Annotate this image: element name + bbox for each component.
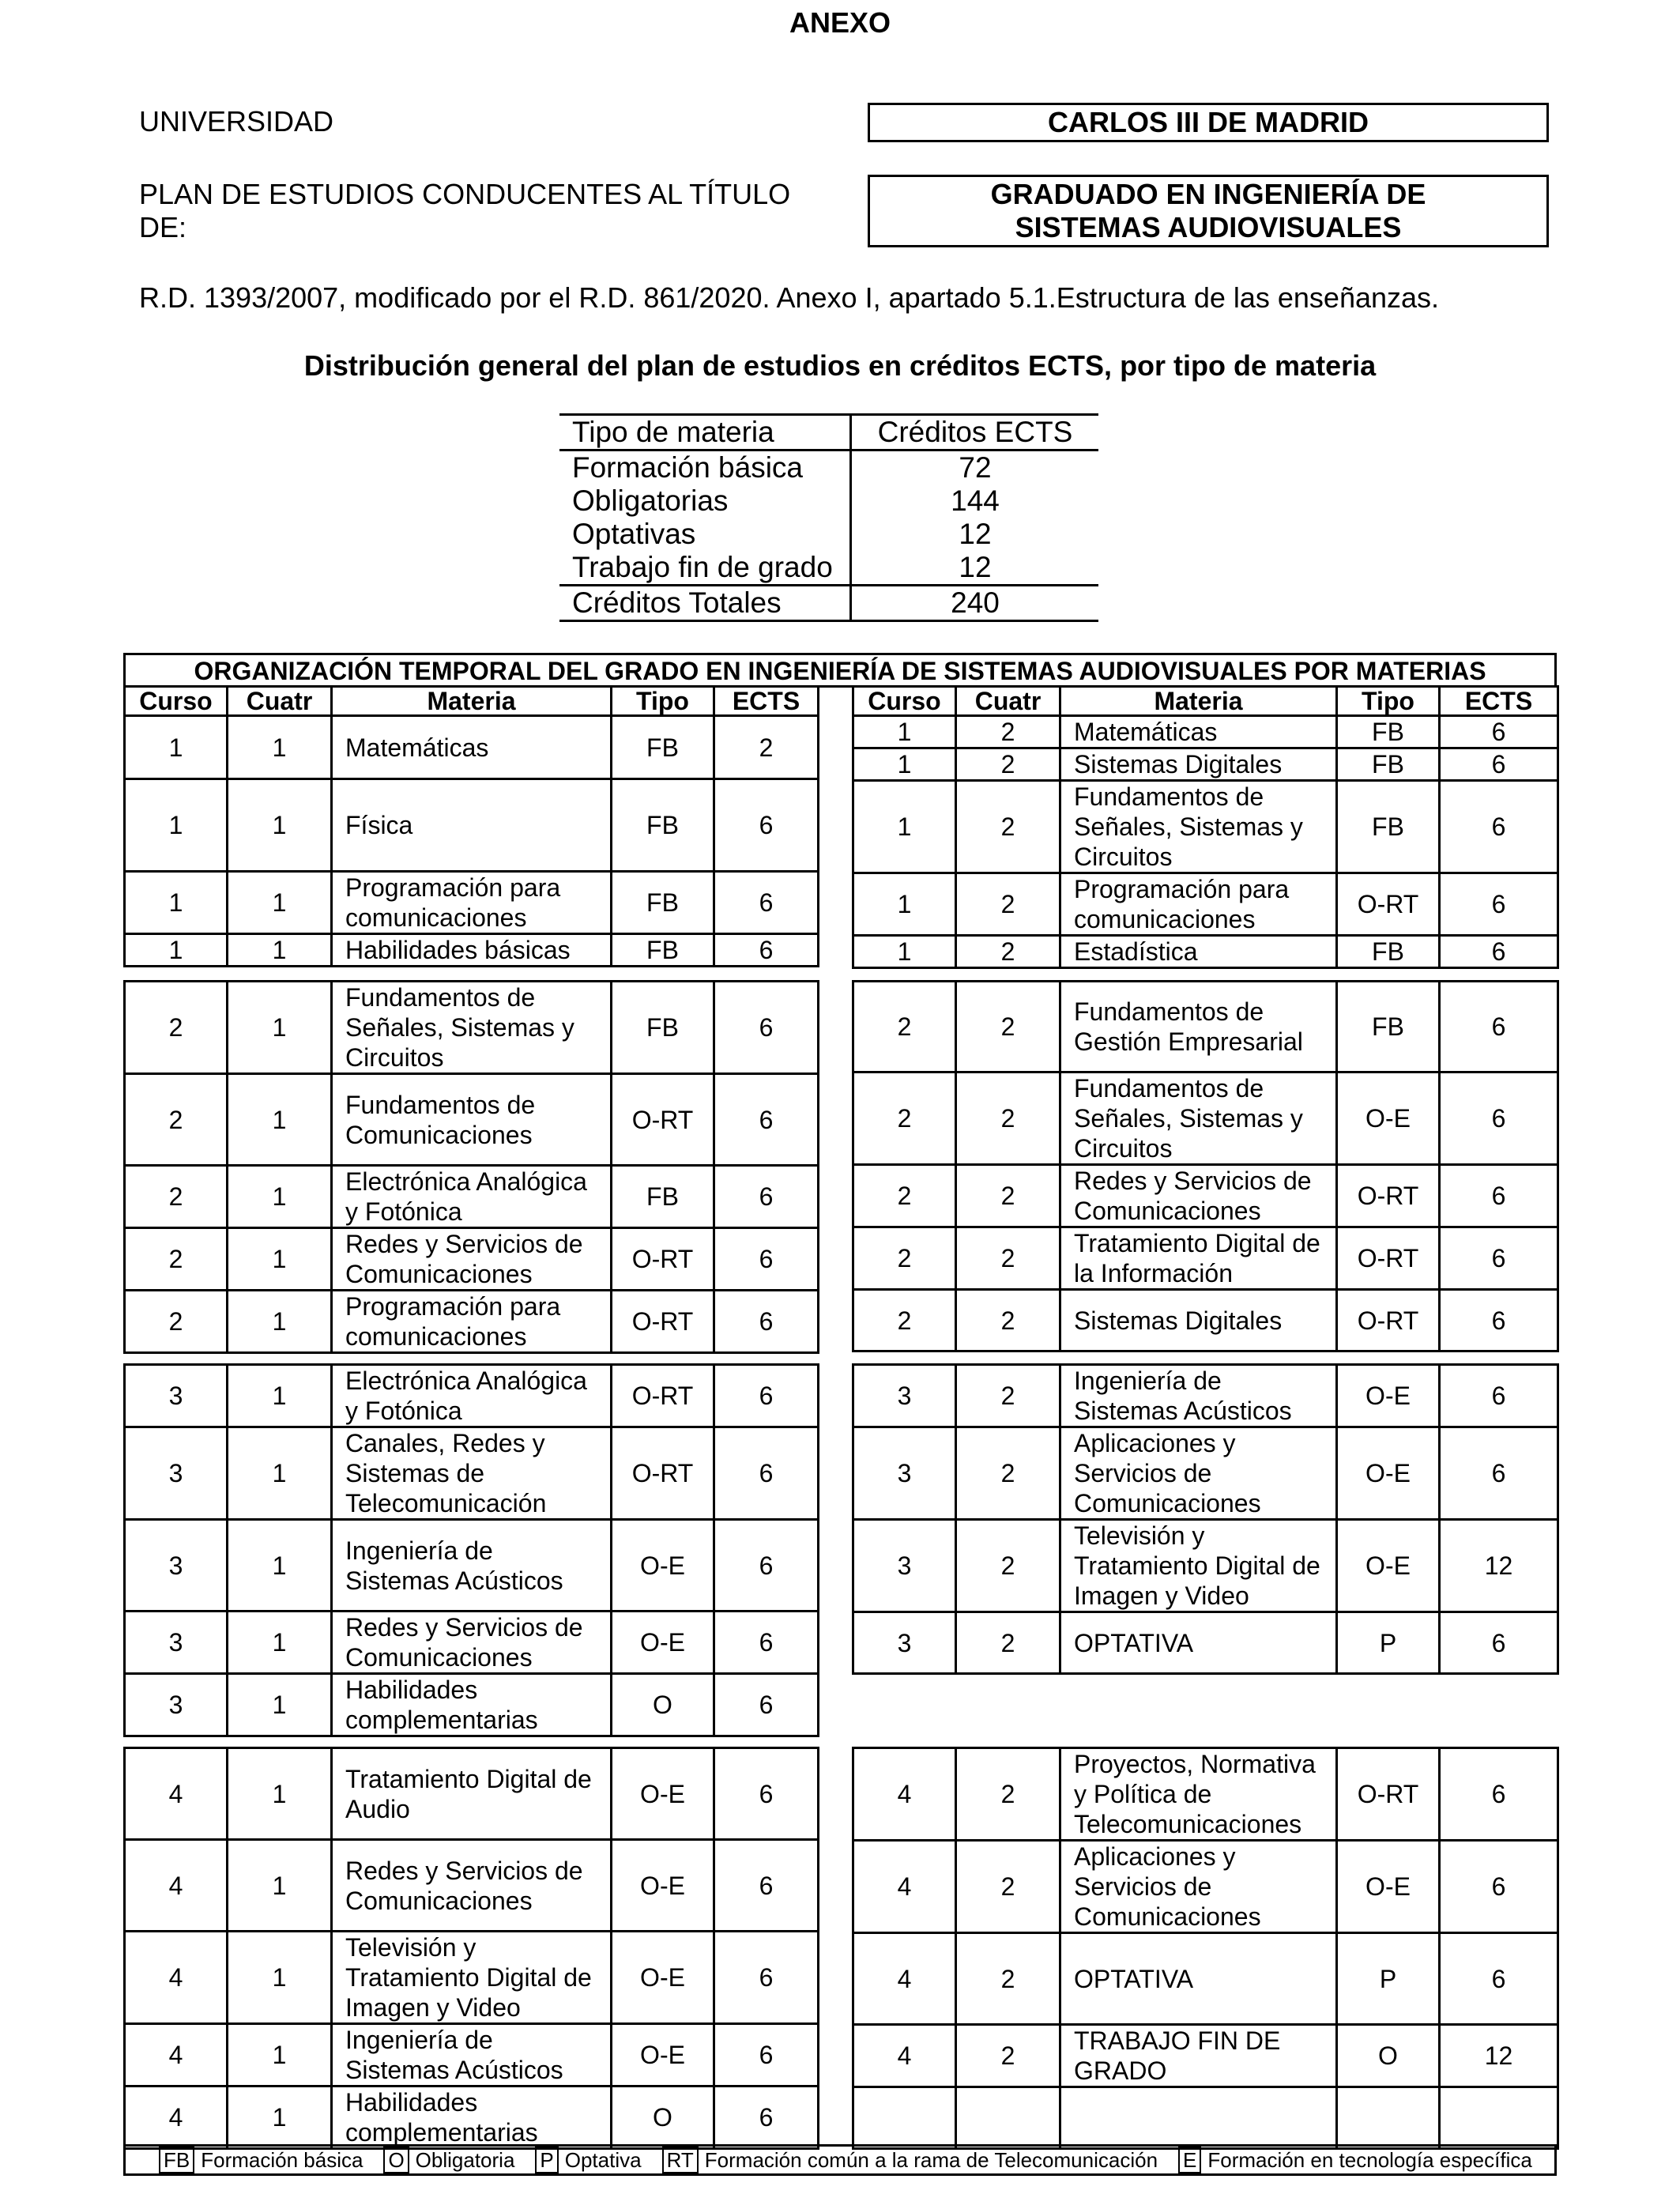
cell-tipo: FB (1337, 982, 1440, 1072)
summary-col-ects: Créditos ECTS (851, 415, 1099, 450)
legend-code: E (1178, 2147, 1201, 2173)
cell-cuatr: 1 (228, 1427, 332, 1520)
col-curso: Curso (125, 687, 228, 716)
table-row (853, 1165, 1558, 1227)
summary-type: Optativas (572, 518, 696, 550)
cell-cuatr: 1 (228, 1166, 332, 1228)
cell-tipo: O-RT (612, 1291, 714, 1353)
table-row (853, 1841, 1558, 1933)
cell-ects: 6 (714, 1932, 819, 2024)
org-header-left (123, 685, 819, 717)
cell-ects: 6 (1440, 1365, 1558, 1427)
cell-ects: 6 (1440, 1427, 1558, 1520)
cell-tipo: O-RT (1337, 1165, 1440, 1227)
cell-cuatr: 2 (956, 1841, 1060, 1933)
legend-item (1178, 2147, 1532, 2173)
cell-curso: 1 (853, 748, 956, 781)
cell-materia: Televisión y Tratamiento Digital de Imagen y Video (1060, 1520, 1337, 1612)
cell-curso: 1 (125, 779, 228, 872)
plan-label-line-2: DE: (139, 211, 187, 243)
year3-right-table (852, 1363, 1559, 1675)
cell-curso: 3 (853, 1427, 956, 1520)
table-row (125, 1612, 819, 1674)
cell-cuatr: 1 (228, 1291, 332, 1353)
cell-tipo: O-E (1337, 1520, 1440, 1612)
summary-ects: 144 (851, 484, 1099, 518)
cell-materia: Sistemas Digitales (1060, 748, 1337, 781)
cell-curso: 4 (853, 2025, 956, 2087)
cell-ects: 6 (1440, 1165, 1558, 1227)
cell-tipo: O (612, 1674, 714, 1736)
cell-tipo: P (1337, 1933, 1440, 2025)
table-row (853, 716, 1558, 748)
summary-total-value: 240 (851, 586, 1099, 621)
cell-cuatr: 2 (956, 982, 1060, 1072)
cell-tipo: O-E (1337, 1427, 1440, 1520)
cell-ects: 6 (714, 1365, 819, 1427)
cell-ects: 6 (1440, 1290, 1558, 1351)
cell-tipo: FB (612, 872, 714, 934)
cell-materia: Habilidades complementarias (332, 1674, 612, 1736)
cell-cuatr: 1 (228, 1674, 332, 1736)
cell-curso: 4 (853, 1841, 956, 1933)
cell-materia: Redes y Servicios de Comunicaciones (332, 1228, 612, 1291)
table-row (125, 1427, 819, 1520)
cell-ects: 6 (714, 2087, 819, 2149)
cell-ects: 6 (1440, 982, 1558, 1072)
cell-tipo: FB (612, 716, 714, 779)
summary-type: Trabajo fin de grado (572, 551, 833, 583)
cell-ects: 6 (1440, 1841, 1558, 1933)
cell-curso: 1 (853, 936, 956, 968)
cell-curso: 2 (125, 1228, 228, 1291)
org-title: ORGANIZACIÓN TEMPORAL DEL GRADO EN INGENIERÍA DE SISTEMAS AUDIOVISUALES POR MATERIAS (123, 653, 1557, 688)
cell-tipo: O-E (612, 1520, 714, 1612)
table-row (125, 1291, 819, 1353)
table-row (125, 2024, 819, 2087)
cell-materia: Estadística (1060, 936, 1337, 968)
cell-tipo: FB (612, 1166, 714, 1228)
cell-tipo: O-E (612, 1932, 714, 2024)
cell-materia: Programación para comunicaciones (1060, 873, 1337, 936)
cell-materia: Aplicaciones y Servicios de Comunicaciones (1060, 1427, 1337, 1520)
table-row (853, 1612, 1558, 1674)
cell-tipo: FB (612, 982, 714, 1074)
cell-ects: 2 (714, 716, 819, 779)
table-row (125, 1748, 819, 1840)
legend-code: RT (662, 2147, 699, 2173)
cell-cuatr: 2 (956, 1748, 1060, 1841)
table-row (853, 781, 1558, 873)
cell-cuatr: 1 (228, 1932, 332, 2024)
cell-ects: 6 (1440, 1933, 1558, 2025)
col-materia: Materia (1060, 687, 1337, 716)
cell-materia: Programación para comunicaciones (332, 872, 612, 934)
cell-tipo: P (1337, 1612, 1440, 1674)
legend-code: P (535, 2147, 558, 2173)
legend-code: O (383, 2147, 409, 2173)
table-row (853, 2025, 1558, 2087)
summary-row (559, 484, 1098, 518)
cell-tipo: O-E (612, 2024, 714, 2087)
cell-materia: OPTATIVA (1060, 1612, 1337, 1674)
col-tipo: Tipo (1337, 687, 1440, 716)
cell-ects: 6 (714, 1074, 819, 1166)
cell-curso: 1 (125, 872, 228, 934)
cell-ects: 12 (1440, 2025, 1558, 2087)
cell-cuatr: 2 (956, 1612, 1060, 1674)
cell-curso: 4 (125, 2087, 228, 2149)
cell-cuatr: 1 (228, 1365, 332, 1427)
cell-cuatr: 1 (228, 779, 332, 872)
cell-cuatr: 2 (956, 1520, 1060, 1612)
cell-ects: 6 (1440, 1072, 1558, 1165)
table-row (125, 1520, 819, 1612)
cell-curso: 2 (125, 1166, 228, 1228)
cell-cuatr: 1 (228, 1074, 332, 1166)
cell-tipo: O-RT (612, 1074, 714, 1166)
cell-tipo: O (1337, 2025, 1440, 2087)
legend-item (159, 2147, 363, 2173)
cell-curso: 1 (853, 716, 956, 748)
cell-tipo: O-E (612, 1612, 714, 1674)
cell-tipo: O-RT (1337, 1290, 1440, 1351)
table-row (125, 872, 819, 934)
cell-cuatr: 2 (956, 781, 1060, 873)
cell-materia: Electrónica Analógica y Fotónica (332, 1166, 612, 1228)
cell-materia: Tratamiento Digital de la Información (1060, 1227, 1337, 1290)
cell-curso: 3 (853, 1365, 956, 1427)
cell-cuatr: 1 (228, 1748, 332, 1840)
cell-ects: 6 (714, 1748, 819, 1840)
cell-curso: 3 (125, 1612, 228, 1674)
year1-left-table (123, 714, 819, 967)
col-materia: Materia (332, 687, 612, 716)
summary-ects: 12 (851, 518, 1099, 551)
cell-cuatr: 2 (956, 748, 1060, 781)
cell-cuatr: 1 (228, 716, 332, 779)
cell-tipo: FB (1337, 748, 1440, 781)
cell-materia: Fundamentos de Señales, Sistemas y Circuitos (1060, 781, 1337, 873)
cell-cuatr: 1 (228, 934, 332, 967)
cell-curso: 3 (125, 1674, 228, 1736)
cell-tipo: O (612, 2087, 714, 2149)
annex-title: ANEXO (789, 6, 891, 39)
cell-tipo: FB (612, 779, 714, 872)
cell-ects: 6 (1440, 873, 1558, 936)
cell-materia: TRABAJO FIN DE GRADO (1060, 2025, 1337, 2087)
col-ects: ECTS (714, 687, 819, 716)
table-row (125, 1674, 819, 1736)
summary-ects: 12 (851, 551, 1099, 586)
legend-text: Formación básica (201, 2147, 363, 2172)
cell-curso: 4 (125, 1748, 228, 1840)
cell-materia: Electrónica Analógica y Fotónica (332, 1365, 612, 1427)
cell-ects: 6 (714, 1291, 819, 1353)
table-row (125, 1840, 819, 1932)
cell-curso: 4 (125, 2024, 228, 2087)
table-row (125, 779, 819, 872)
cell-tipo: O-RT (612, 1228, 714, 1291)
cell-ects: 6 (1440, 748, 1558, 781)
legend (123, 2144, 1557, 2176)
cell-ects: 6 (1440, 1748, 1558, 1841)
cell-materia: Programación para comunicaciones (332, 1291, 612, 1353)
cell-curso: 2 (125, 1291, 228, 1353)
cell-cuatr: 2 (956, 936, 1060, 968)
table-row (125, 716, 819, 779)
summary-row (559, 450, 1098, 485)
cell-curso: 3 (853, 1520, 956, 1612)
table-row (853, 936, 1558, 968)
cell-tipo: FB (1337, 716, 1440, 748)
col-tipo: Tipo (612, 687, 714, 716)
university-label: UNIVERSIDAD (139, 105, 334, 138)
table-row (853, 1365, 1558, 1427)
cell-cuatr: 1 (228, 2024, 332, 2087)
legend-text: Formación común a la rama de Telecomunicación (704, 2147, 1158, 2172)
year2-right-table (852, 980, 1559, 1352)
cell-ects: 6 (1440, 716, 1558, 748)
rd-reference: R.D. 1393/2007, modificado por el R.D. 861/2020. Anexo I, apartado 5.1.Estructura de las enseñanzas. (139, 281, 1440, 314)
cell-materia: Tratamiento Digital de Audio (332, 1748, 612, 1840)
cell-tipo: O-E (1337, 1072, 1440, 1165)
col-cuatr: Cuatr (228, 687, 332, 716)
table-row (125, 1932, 819, 2024)
col-curso: Curso (853, 687, 956, 716)
cell-tipo: O-RT (1337, 1227, 1440, 1290)
cell-tipo: O-E (612, 1748, 714, 1840)
legend-text: Formación en tecnología específica (1207, 2147, 1532, 2172)
cell-cuatr: 2 (956, 2025, 1060, 2087)
cell-materia: Canales, Redes y Sistemas de Telecomunicación (332, 1427, 612, 1520)
cell-tipo: O-RT (1337, 1748, 1440, 1841)
summary-col-type: Tipo de materia (559, 415, 851, 450)
cell-curso: 1 (853, 781, 956, 873)
cell-cuatr: 1 (228, 2087, 332, 2149)
cell-cuatr: 1 (228, 1612, 332, 1674)
cell-curso: 3 (853, 1612, 956, 1674)
table-row (853, 1072, 1558, 1165)
table-row (125, 934, 819, 967)
legend-item (383, 2147, 514, 2173)
cell-materia: Redes y Servicios de Comunicaciones (1060, 1165, 1337, 1227)
cell-curso: 2 (853, 982, 956, 1072)
cell-cuatr: 1 (228, 982, 332, 1074)
cell-cuatr: 2 (956, 1072, 1060, 1165)
cell-ects: 6 (714, 1520, 819, 1612)
cell-curso: 2 (853, 1165, 956, 1227)
cell-ects: 6 (714, 1674, 819, 1736)
table-row (853, 1933, 1558, 2025)
cell-tipo: FB (1337, 936, 1440, 968)
cell-curso: 4 (125, 1840, 228, 1932)
table-row (853, 1748, 1558, 1841)
cell-ects: 6 (714, 1612, 819, 1674)
year2-left-table (123, 980, 819, 1354)
cell-cuatr: 2 (956, 1427, 1060, 1520)
cell-materia: Fundamentos de Señales, Sistemas y Circuitos (1060, 1072, 1337, 1165)
cell-materia: Ingeniería de Sistemas Acústicos (332, 1520, 612, 1612)
cell-cuatr: 2 (956, 1227, 1060, 1290)
cell-curso: 1 (125, 716, 228, 779)
cell-materia: Habilidades básicas (332, 934, 612, 967)
col-ects: ECTS (1440, 687, 1558, 716)
degree-box (868, 175, 1549, 247)
summary-row (559, 551, 1098, 586)
cell-ects: 6 (714, 934, 819, 967)
cell-cuatr: 2 (956, 716, 1060, 748)
cell-ects: 6 (714, 982, 819, 1074)
table-row (853, 1227, 1558, 1290)
cell-curso: 3 (125, 1520, 228, 1612)
cell-tipo: FB (612, 934, 714, 967)
cell-cuatr: 2 (956, 1933, 1060, 2025)
cell-cuatr: 1 (228, 1228, 332, 1291)
summary-total-label: Créditos Totales (559, 586, 851, 621)
cell-curso: 2 (853, 1072, 956, 1165)
cell-materia: Matemáticas (332, 716, 612, 779)
year3-left-table (123, 1363, 819, 1737)
cell-materia: Aplicaciones y Servicios de Comunicaciones (1060, 1841, 1337, 1933)
legend-item (535, 2147, 641, 2173)
cell-cuatr: 1 (228, 1840, 332, 1932)
table-row (125, 1166, 819, 1228)
cell-tipo: O-E (612, 1840, 714, 1932)
cell-materia: Fundamentos de Gestión Empresarial (1060, 982, 1337, 1072)
cell-curso: 2 (125, 982, 228, 1074)
cell-cuatr: 2 (956, 1365, 1060, 1427)
cell-materia: Sistemas Digitales (1060, 1290, 1337, 1351)
legend-text: Optativa (564, 2147, 642, 2172)
cell-ects: 6 (714, 1228, 819, 1291)
cell-curso: 3 (125, 1427, 228, 1520)
degree-line-2: SISTEMAS AUDIOVISUALES (1015, 211, 1402, 243)
cell-materia: Ingeniería de Sistemas Acústicos (332, 2024, 612, 2087)
cell-curso: 1 (853, 873, 956, 936)
summary-type: Formación básica (572, 451, 804, 484)
table-row (853, 1520, 1558, 1612)
table-row (125, 1074, 819, 1166)
year4-right-table (852, 1747, 1559, 2150)
cell-materia: Redes y Servicios de Comunicaciones (332, 1840, 612, 1932)
col-cuatr: Cuatr (956, 687, 1060, 716)
cell-tipo: O-RT (612, 1365, 714, 1427)
cell-curso: 2 (853, 1290, 956, 1351)
table-row (125, 982, 819, 1074)
cell-tipo: O-RT (1337, 873, 1440, 936)
summary-ects: 72 (851, 450, 1099, 485)
table-row (853, 1427, 1558, 1520)
cell-cuatr: 2 (956, 1290, 1060, 1351)
table-row (853, 748, 1558, 781)
cell-ects: 6 (714, 872, 819, 934)
cell-materia: OPTATIVA (1060, 1933, 1337, 2025)
table-row (853, 982, 1558, 1072)
cell-materia: Habilidades complementarias (332, 2087, 612, 2149)
cell-materia: Matemáticas (1060, 716, 1337, 748)
plan-label-line-1: PLAN DE ESTUDIOS CONDUCENTES AL TÍTULO (139, 178, 791, 210)
summary-header-row (559, 415, 1098, 450)
cell-ects: 6 (1440, 936, 1558, 968)
year1-right-table (852, 714, 1559, 969)
cell-tipo: O-E (1337, 1365, 1440, 1427)
year4-left-table (123, 1747, 819, 2150)
degree-line-1: GRADUADO EN INGENIERÍA DE (990, 178, 1426, 210)
table-row (125, 2087, 819, 2149)
cell-cuatr: 2 (956, 1165, 1060, 1227)
legend-code: FB (159, 2147, 194, 2173)
cell-materia: Fundamentos de Comunicaciones (332, 1074, 612, 1166)
cell-curso: 4 (853, 1748, 956, 1841)
cell-materia: Proyectos, Normativa y Política de Telecomunicaciones (1060, 1748, 1337, 1841)
cell-ects: 6 (1440, 1227, 1558, 1290)
summary-total-row (559, 586, 1098, 621)
table-row (125, 1228, 819, 1291)
table-row (125, 1365, 819, 1427)
cell-curso: 3 (125, 1365, 228, 1427)
cell-ects: 6 (1440, 1612, 1558, 1674)
legend-text: Obligatoria (415, 2147, 515, 2172)
cell-curso: 4 (125, 1932, 228, 2024)
cell-materia: Ingeniería de Sistemas Acústicos (1060, 1365, 1337, 1427)
plan-label (139, 178, 790, 244)
summary-table (559, 413, 1098, 622)
cell-curso: 2 (853, 1227, 956, 1290)
cell-ects: 6 (714, 2024, 819, 2087)
cell-tipo: O-RT (612, 1427, 714, 1520)
table-row-empty (853, 2087, 1558, 2149)
cell-ects: 6 (714, 1427, 819, 1520)
distribution-title: Distribución general del plan de estudios en créditos ECTS, por tipo de materia (303, 349, 1377, 382)
summary-type: Obligatorias (572, 484, 729, 517)
cell-tipo: O-E (1337, 1841, 1440, 1933)
summary-row (559, 518, 1098, 551)
cell-curso: 2 (125, 1074, 228, 1166)
cell-materia: Física (332, 779, 612, 872)
cell-ects: 12 (1440, 1520, 1558, 1612)
table-row (853, 1290, 1558, 1351)
cell-ects: 6 (714, 779, 819, 872)
cell-cuatr: 2 (956, 873, 1060, 936)
university-value: CARLOS III DE MADRID (868, 103, 1549, 142)
cell-ects: 6 (714, 1840, 819, 1932)
cell-ects: 6 (714, 1166, 819, 1228)
table-row (853, 873, 1558, 936)
legend-item (662, 2147, 1158, 2173)
cell-cuatr: 1 (228, 1520, 332, 1612)
cell-materia: Fundamentos de Señales, Sistemas y Circuitos (332, 982, 612, 1074)
cell-ects: 6 (1440, 781, 1558, 873)
cell-curso: 1 (125, 934, 228, 967)
cell-materia: Televisión y Tratamiento Digital de Imagen y Video (332, 1932, 612, 2024)
cell-cuatr: 1 (228, 872, 332, 934)
cell-curso: 4 (853, 1933, 956, 2025)
org-header-right (852, 685, 1559, 717)
cell-tipo: FB (1337, 781, 1440, 873)
cell-materia: Redes y Servicios de Comunicaciones (332, 1612, 612, 1674)
